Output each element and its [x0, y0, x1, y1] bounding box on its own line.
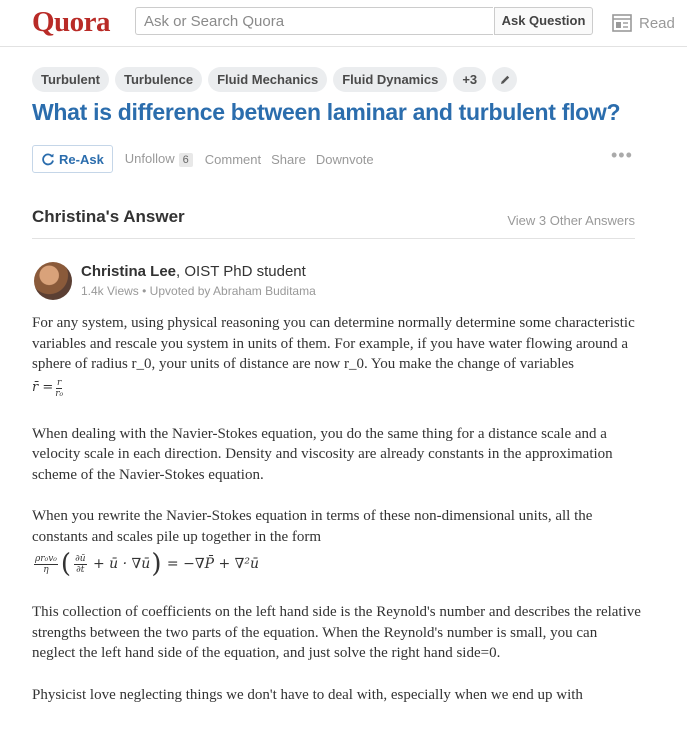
author-name[interactable]: Christina Lee: [81, 263, 177, 280]
answer-title: Christina's Answer: [32, 207, 185, 226]
search-input[interactable]: [135, 7, 493, 35]
answer-meta: 1.4k Views • Upvoted by Abraham Buditama: [81, 284, 316, 298]
question-title[interactable]: What is difference between laminar and turbulent flow?: [32, 99, 621, 125]
edit-topics-button[interactable]: [492, 67, 517, 92]
ask-question-button[interactable]: Ask Question: [494, 7, 593, 35]
read-label: Read: [639, 14, 675, 32]
unfollow-label: Unfollow: [124, 151, 175, 166]
share-button[interactable]: Share: [271, 151, 306, 167]
topic-pill[interactable]: Fluid Mechanics: [208, 67, 327, 92]
view-other-answers-link[interactable]: View 3 Other Answers: [507, 213, 635, 228]
read-nav-item[interactable]: [612, 12, 675, 34]
unfollow-button[interactable]: [125, 151, 195, 167]
topic-pill[interactable]: Turbulence: [115, 67, 202, 92]
reask-button[interactable]: [32, 145, 113, 173]
reask-label: Re-Ask: [59, 151, 104, 167]
author-credential: , OIST PhD student: [176, 263, 306, 280]
answer-header: [32, 207, 635, 239]
pencil-icon: [499, 74, 511, 86]
downvote-button[interactable]: Downvote: [315, 151, 374, 167]
question-action-bar: [32, 145, 632, 173]
comment-button[interactable]: Comment: [204, 151, 262, 167]
more-topics-pill[interactable]: +3: [453, 67, 486, 92]
author-line: [81, 263, 306, 280]
topic-list: [32, 67, 517, 92]
answer-body: [32, 313, 642, 705]
reask-icon: [41, 152, 55, 166]
answer-paragraph: When dealing with the Navier-Stokes equation, you do the same thing for a distance scale and a velocity scale in each direction. Density and viscosity are already constants in the approximation scheme of the Navier-Stokes equation.: [32, 425, 613, 483]
read-icon: [612, 14, 632, 32]
answer-paragraph: For any system, using physical reasoning you can determine normally determine some characteristic variables and rescale you system in units of them. For example, if you have water flowing around a sphere of radius r_0, your units of distance are now r_0. You make the change of variables: [32, 315, 635, 372]
equation-rescale: r̄ = $\frac{r}{\text{r₀}}$: [32, 378, 64, 399]
answer-paragraph: When you rewrite the Navier-Stokes equation in terms of these non-dimensional units, all the constants and scales pile up together in the form: [32, 508, 593, 545]
more-options-button[interactable]: •••: [611, 145, 633, 165]
quora-logo[interactable]: Quora: [32, 6, 111, 38]
answer-paragraph: Physicist love neglecting things we don't have to deal with, especially when we end up with: [32, 686, 583, 703]
topic-pill[interactable]: Turbulent: [32, 67, 109, 92]
equation-navier-stokes: $\frac{\text{ρr₀v₀}}{\eta}$ ( $\frac{\partial ū}{\partial t}$ + ū · ∇ū ) = −∇P̄ + ∇²ū: [35, 549, 260, 579]
follow-count-badge: 6: [179, 153, 193, 167]
answer-paragraph: This collection of coefficients on the left hand side is the Reynold's number and describes the relative strengths between the two parts of the equation. When the Reynold's number is small, you can neglect the left hand side of the equation, and just solve the right hand side=0.: [32, 604, 641, 661]
author-avatar[interactable]: [34, 262, 72, 300]
topic-pill[interactable]: Fluid Dynamics: [333, 67, 447, 92]
top-nav-bar: [0, 0, 687, 47]
